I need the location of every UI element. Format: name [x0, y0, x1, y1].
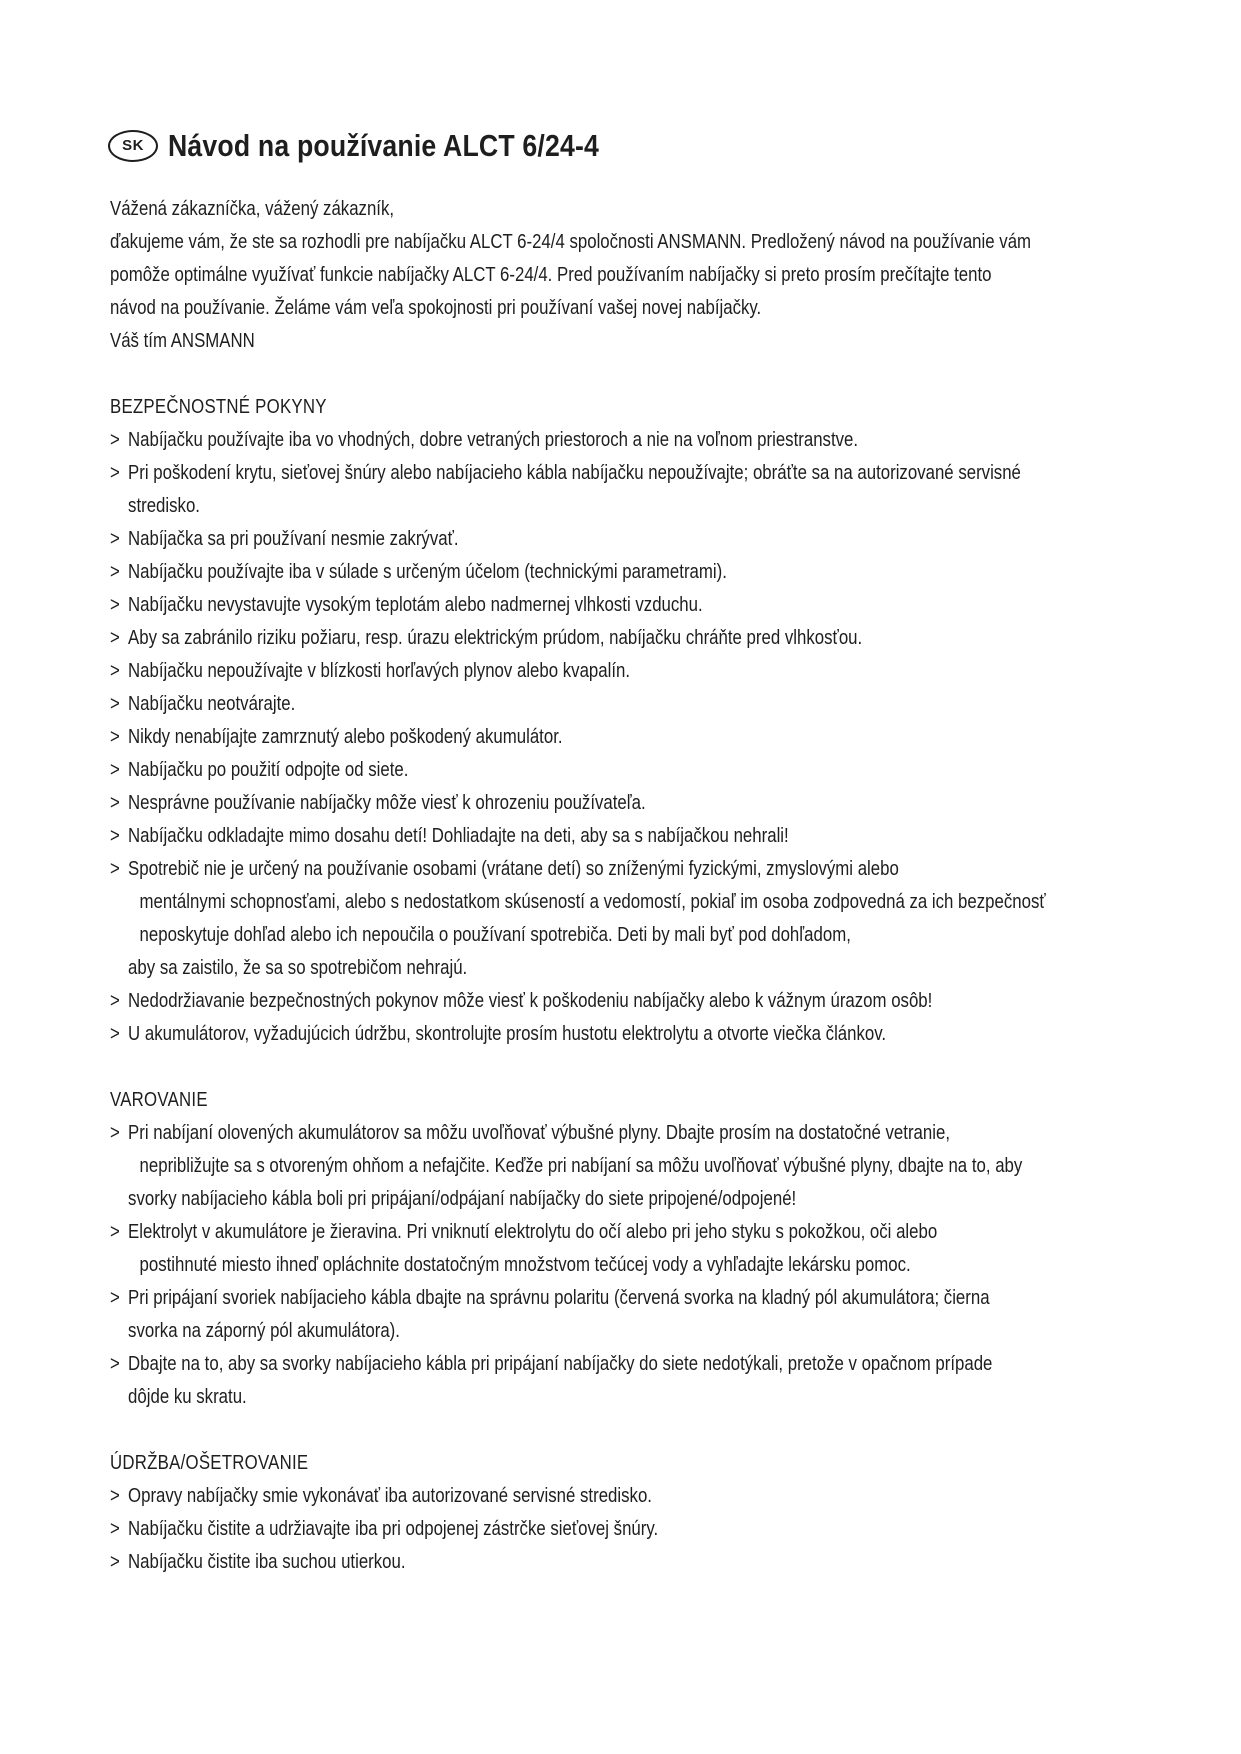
bullet-marker: >	[110, 626, 120, 649]
list-item-continuation: svorky nabíjacieho kábla boli pri pripájaní/odpájaní nabíjačky do siete pripojené/odpojené!	[128, 1187, 797, 1210]
list-item	[110, 588, 1127, 621]
safety-list	[110, 423, 1127, 1050]
intro-paragraph-line: ďakujeme vám, že ste sa rozhodli pre nabíjačku ALCT 6-24/4 spoločnosti ANSMANN. Predložený návod na používanie vám	[110, 230, 1032, 253]
list-item-continuation: nepribližujte sa s otvoreným ohňom a nefajčite. Keďže pri nabíjaní sa môžu uvoľňovať výbušné plyny, dbajte na to, aby	[139, 1154, 1023, 1177]
list-item	[110, 1017, 1127, 1050]
list-item	[110, 555, 1127, 588]
maintenance-heading: ÚDRŽBA/OŠETROVANIE	[110, 1451, 309, 1474]
list-item	[110, 819, 1127, 852]
list-item-text: Nedodržiavanie bezpečnostných pokynov môže viesť k poškodeniu nabíjačky alebo k vážnym úrazom osôb!	[128, 989, 933, 1012]
maintenance-section	[110, 1446, 1127, 1578]
bullet-marker: >	[110, 527, 120, 550]
list-item-continuation: stredisko.	[128, 494, 200, 517]
list-item	[110, 687, 1127, 720]
list-item-text: Dbajte na to, aby sa svorky nabíjacieho kábla pri pripájaní nabíjačky do siete nedotýkali, pretože v opačnom prípade	[128, 1352, 993, 1375]
bullet-marker: >	[110, 692, 120, 715]
list-item	[110, 621, 1127, 654]
list-item-text: Nabíjačka sa pri používaní nesmie zakrývať.	[128, 527, 459, 550]
page-title: Návod na používanie ALCT 6/24-4	[168, 128, 599, 163]
list-item	[110, 1116, 1127, 1215]
list-item	[110, 456, 1127, 522]
bullet-marker: >	[110, 428, 120, 451]
bullet-marker: >	[110, 461, 120, 484]
list-item-text: U akumulátorov, vyžadujúcich údržbu, skontrolujte prosím hustotu elektrolytu a otvorte viečka článkov.	[128, 1022, 887, 1045]
intro-greeting: Vážená zákazníčka, vážený zákazník,	[110, 197, 395, 220]
list-item-text: Nabíjačku používajte iba v súlade s určeným účelom (technickými parametrami).	[128, 560, 727, 583]
list-item-continuation: mentálnymi schopnosťami, alebo s nedostatkom skúseností a vedomostí, pokiaľ im osoba zodpovedná za ich bezpečnosť	[139, 890, 1046, 913]
warning-list	[110, 1116, 1127, 1413]
list-item-continuation: dôjde ku skratu.	[128, 1385, 247, 1408]
list-item	[110, 852, 1127, 984]
bullet-marker: >	[110, 593, 120, 616]
list-item-text: Nabíjačku čistite iba suchou utierkou.	[128, 1550, 406, 1573]
intro-section	[110, 192, 1127, 357]
list-item-text: Nabíjačku používajte iba vo vhodných, dobre vetraných priestoroch a nie na voľnom priestranstve.	[128, 428, 859, 451]
list-item-text: Nikdy nenabíjajte zamrznutý alebo poškodený akumulátor.	[128, 725, 563, 748]
bullet-marker: >	[110, 1220, 120, 1243]
bullet-marker: >	[110, 1121, 120, 1144]
bullet-marker: >	[110, 1550, 120, 1573]
intro-signature: Váš tím ANSMANN	[110, 329, 255, 352]
list-item-continuation: svorka na záporný pól akumulátora).	[128, 1319, 400, 1342]
list-item-text: Nabíjačku po použití odpojte od siete.	[128, 758, 409, 781]
warning-heading: VAROVANIE	[110, 1088, 208, 1111]
bullet-marker: >	[110, 659, 120, 682]
list-item-text: Elektrolyt v akumulátore je žieravina. Pri vniknutí elektrolytu do očí alebo pri jeho styku s pokožkou, oči alebo	[128, 1220, 938, 1243]
list-item-text: Nabíjačku nepoužívajte v blízkosti horľavých plynov alebo kvapalín.	[128, 659, 631, 682]
intro-paragraph-line: pomôže optimálne využívať funkcie nabíjačky ALCT 6-24/4. Pred používaním nabíjačky si preto prosím prečítajte tento	[110, 263, 992, 286]
list-item	[110, 654, 1127, 687]
list-item	[110, 984, 1127, 1017]
list-item-text: Nabíjačku odkladajte mimo dosahu detí! Dohliadajte na deti, aby sa s nabíjačkou nehrali!	[128, 824, 789, 847]
list-item	[110, 522, 1127, 555]
list-item-text: Nabíjačku neotvárajte.	[128, 692, 296, 715]
bullet-marker: >	[110, 1484, 120, 1507]
safety-heading: BEZPEČNOSTNÉ POKYNY	[110, 395, 327, 418]
list-item	[110, 1347, 1127, 1413]
list-item	[110, 720, 1127, 753]
list-item-text: Aby sa zabránilo riziku požiaru, resp. úrazu elektrickým prúdom, nabíjačku chráňte pred vlhkosťou.	[128, 626, 863, 649]
list-item-continuation: postihnuté miesto ihneď opláchnite dostatočným množstvom tečúcej vody a vyhľadajte lekársku pomoc.	[139, 1253, 911, 1276]
bullet-marker: >	[110, 560, 120, 583]
bullet-marker: >	[110, 1517, 120, 1540]
bullet-marker: >	[110, 989, 120, 1012]
bullet-marker: >	[110, 791, 120, 814]
bullet-marker: >	[110, 725, 120, 748]
bullet-marker: >	[110, 1352, 120, 1375]
list-item	[110, 1215, 1127, 1281]
bullet-marker: >	[110, 758, 120, 781]
list-item-text: Spotrebič nie je určený na používanie osobami (vrátane detí) so zníženými fyzickými, zmyslovými alebo	[128, 857, 899, 880]
list-item-text: Pri nabíjaní olovených akumulátorov sa môžu uvoľňovať výbušné plyny. Dbajte prosím na dostatočné vetranie,	[128, 1121, 951, 1144]
list-item	[110, 753, 1127, 786]
list-item-continuation: aby sa zaistilo, že sa so spotrebičom nehrajú.	[128, 956, 468, 979]
list-item	[110, 1512, 1127, 1545]
list-item-text: Pri pripájaní svoriek nabíjacieho kábla dbajte na správnu polaritu (červená svorka na kladný pól akumulátora; čierna	[128, 1286, 990, 1309]
list-item-text: Nabíjačku nevystavujte vysokým teplotám alebo nadmernej vlhkosti vzduchu.	[128, 593, 703, 616]
list-item-text: Nesprávne používanie nabíjačky môže viesť k ohrozeniu používateľa.	[128, 791, 646, 814]
list-item-text: Opravy nabíjačky smie vykonávať iba autorizované servisné stredisko.	[128, 1484, 652, 1507]
bullet-marker: >	[110, 1022, 120, 1045]
list-item	[110, 1281, 1127, 1347]
list-item-continuation: neposkytuje dohľad alebo ich nepoučila o používaní spotrebiča. Deti by mali byť pod dohľadom,	[139, 923, 851, 946]
list-item	[110, 1479, 1127, 1512]
safety-section	[110, 390, 1127, 1050]
list-item	[110, 786, 1127, 819]
warning-section	[110, 1083, 1127, 1413]
bullet-marker: >	[110, 857, 120, 880]
list-item-text: Pri poškodení krytu, sieťovej šnúry alebo nabíjacieho kábla nabíjačku nepoužívajte; obráťte sa na autorizované servisné	[128, 461, 1021, 484]
list-item-text: Nabíjačku čistite a udržiavajte iba pri odpojenej zástrčke sieťovej šnúry.	[128, 1517, 659, 1540]
intro-paragraph-line: návod na používanie. Želáme vám veľa spokojnosti pri používaní vašej novej nabíjačky.	[110, 296, 762, 319]
title-row	[108, 128, 1131, 164]
bullet-marker: >	[110, 1286, 120, 1309]
bullet-marker: >	[110, 824, 120, 847]
list-item	[110, 423, 1127, 456]
maintenance-list	[110, 1479, 1127, 1578]
language-badge-icon: SK	[108, 130, 158, 162]
list-item	[110, 1545, 1127, 1578]
